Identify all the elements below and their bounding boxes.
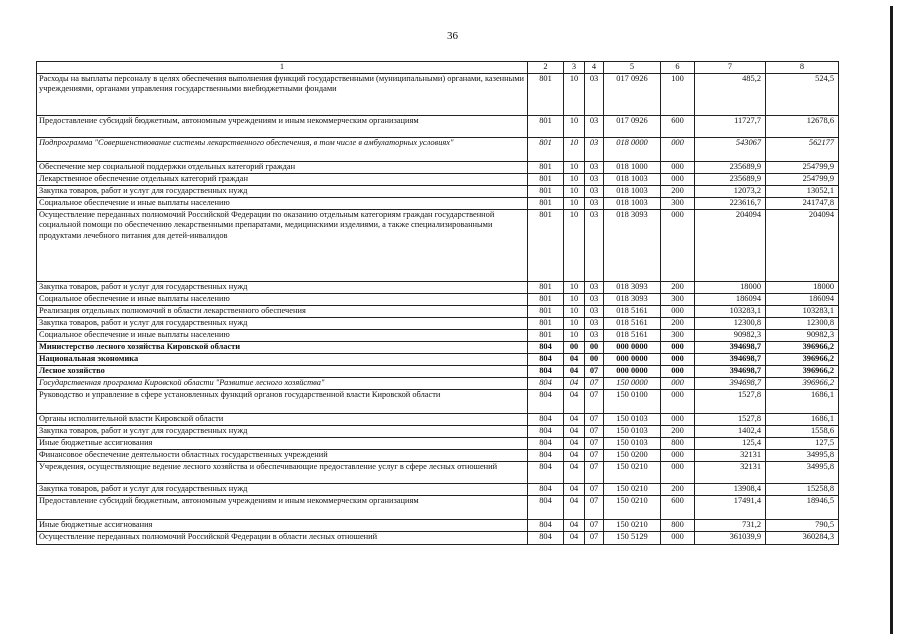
row-ministry-cell: 801 — [528, 115, 564, 137]
row-name-cell: Руководство и управление в сфере установленных функций органов государственной власти Кировской области — [37, 389, 528, 413]
row-value-a-cell: 485,2 — [695, 73, 766, 115]
row-target-cell: 018 0000 — [604, 137, 661, 161]
row-target-cell: 000 0000 — [604, 353, 661, 365]
row-value-a-cell: 90982,3 — [695, 329, 766, 341]
row-value-b-cell: 396966,2 — [766, 353, 839, 365]
row-value-a-cell: 13908,4 — [695, 483, 766, 495]
row-value-b-cell: 396966,2 — [766, 341, 839, 353]
row-subsection-cell: 07 — [585, 483, 604, 495]
row-value-a-cell: 186094 — [695, 293, 766, 305]
row-section-cell: 04 — [564, 461, 585, 483]
row-value-b-cell: 186094 — [766, 293, 839, 305]
table-row — [37, 413, 839, 425]
budget-table — [36, 61, 839, 545]
row-section-cell: 04 — [564, 425, 585, 437]
row-target-cell: 018 1000 — [604, 161, 661, 173]
row-section-cell: 04 — [564, 495, 585, 519]
row-ministry-cell: 801 — [528, 209, 564, 281]
row-value-a-cell: 394698,7 — [695, 377, 766, 389]
row-ministry-cell: 804 — [528, 449, 564, 461]
table-row — [37, 519, 839, 531]
row-target-cell: 018 5161 — [604, 329, 661, 341]
row-value-a-cell: 543067 — [695, 137, 766, 161]
row-section-cell: 04 — [564, 413, 585, 425]
row-expense-type-cell: 000 — [661, 461, 695, 483]
row-section-cell: 10 — [564, 161, 585, 173]
row-subsection-cell: 03 — [585, 209, 604, 281]
row-name-cell: Социальное обеспечение и иные выплаты населению — [37, 293, 528, 305]
table-row — [37, 281, 839, 293]
row-ministry-cell: 801 — [528, 197, 564, 209]
row-expense-type-cell: 000 — [661, 173, 695, 185]
row-target-cell: 150 0210 — [604, 483, 661, 495]
row-expense-type-cell: 000 — [661, 449, 695, 461]
row-ministry-cell: 801 — [528, 73, 564, 115]
row-expense-type-cell: 000 — [661, 365, 695, 377]
row-subsection-cell: 07 — [585, 531, 604, 544]
row-ministry-cell: 804 — [528, 483, 564, 495]
row-ministry-cell: 804 — [528, 425, 564, 437]
header-cell: 4 — [585, 62, 604, 74]
row-name-cell: Иные бюджетные ассигнования — [37, 437, 528, 449]
table-row — [37, 341, 839, 353]
row-expense-type-cell: 200 — [661, 281, 695, 293]
row-value-b-cell: 1686,1 — [766, 389, 839, 413]
table-row — [37, 137, 839, 161]
row-expense-type-cell: 200 — [661, 185, 695, 197]
row-name-cell: Закупка товаров, работ и услуг для государственных нужд — [37, 185, 528, 197]
table-row — [37, 115, 839, 137]
table-row — [37, 461, 839, 483]
row-section-cell: 10 — [564, 281, 585, 293]
row-ministry-cell: 804 — [528, 461, 564, 483]
row-subsection-cell: 03 — [585, 115, 604, 137]
row-expense-type-cell: 100 — [661, 73, 695, 115]
row-name-cell: Лесное хозяйство — [37, 365, 528, 377]
row-section-cell: 04 — [564, 437, 585, 449]
row-name-cell: Предоставление субсидий бюджетным, автономным учреждениям и иным некоммерческим организациям — [37, 115, 528, 137]
table-row — [37, 389, 839, 413]
row-ministry-cell: 801 — [528, 185, 564, 197]
row-expense-type-cell: 300 — [661, 197, 695, 209]
row-subsection-cell: 03 — [585, 281, 604, 293]
table-row — [37, 161, 839, 173]
table-row — [37, 353, 839, 365]
row-value-a-cell: 731,2 — [695, 519, 766, 531]
row-value-a-cell: 1527,8 — [695, 389, 766, 413]
row-name-cell: Закупка товаров, работ и услуг для государственных нужд — [37, 425, 528, 437]
row-name-cell: Реализация отдельных полномочий в области лекарственного обеспечения — [37, 305, 528, 317]
row-value-a-cell: 361039,9 — [695, 531, 766, 544]
row-target-cell: 150 0210 — [604, 461, 661, 483]
row-subsection-cell: 03 — [585, 137, 604, 161]
row-subsection-cell: 07 — [585, 425, 604, 437]
row-value-b-cell: 396966,2 — [766, 377, 839, 389]
header-row — [37, 62, 839, 74]
row-value-a-cell: 394698,7 — [695, 365, 766, 377]
row-ministry-cell: 801 — [528, 137, 564, 161]
row-name-cell: Финансовое обеспечение деятельности областных государственных учреждений — [37, 449, 528, 461]
row-ministry-cell: 804 — [528, 495, 564, 519]
table-row — [37, 365, 839, 377]
table-body — [37, 73, 839, 544]
row-value-a-cell: 103283,1 — [695, 305, 766, 317]
row-name-cell: Подпрограмма "Совершенствование системы лекарственного обеспечения, в том числе в амбулаторных условиях" — [37, 137, 528, 161]
row-section-cell: 10 — [564, 185, 585, 197]
row-value-a-cell: 235689,9 — [695, 161, 766, 173]
row-name-cell: Закупка товаров, работ и услуг для государственных нужд — [37, 317, 528, 329]
row-value-b-cell: 254799,9 — [766, 161, 839, 173]
row-name-cell: Закупка товаров, работ и услуг для государственных нужд — [37, 483, 528, 495]
row-value-a-cell: 1527,8 — [695, 413, 766, 425]
row-target-cell: 018 3093 — [604, 281, 661, 293]
row-value-a-cell: 125,4 — [695, 437, 766, 449]
row-value-b-cell: 34995,8 — [766, 449, 839, 461]
row-value-a-cell: 394698,7 — [695, 341, 766, 353]
row-target-cell: 150 0210 — [604, 519, 661, 531]
row-ministry-cell: 801 — [528, 329, 564, 341]
row-ministry-cell: 801 — [528, 173, 564, 185]
row-value-b-cell: 127,5 — [766, 437, 839, 449]
row-name-cell: Государственная программа Кировской области "Развитие лесного хозяйства" — [37, 377, 528, 389]
row-name-cell: Социальное обеспечение и иные выплаты населению — [37, 197, 528, 209]
row-expense-type-cell: 000 — [661, 353, 695, 365]
row-section-cell: 10 — [564, 329, 585, 341]
row-value-b-cell: 204094 — [766, 209, 839, 281]
row-target-cell: 018 1003 — [604, 185, 661, 197]
row-subsection-cell: 00 — [585, 353, 604, 365]
row-name-cell: Органы исполнительной власти Кировской области — [37, 413, 528, 425]
row-name-cell: Обеспечение мер социальной поддержки отдельных категорий граждан — [37, 161, 528, 173]
row-expense-type-cell: 200 — [661, 483, 695, 495]
row-expense-type-cell: 000 — [661, 389, 695, 413]
row-value-a-cell: 394698,7 — [695, 353, 766, 365]
table-row — [37, 483, 839, 495]
row-value-b-cell: 34995,8 — [766, 461, 839, 483]
row-target-cell: 018 1003 — [604, 197, 661, 209]
row-name-cell: Национальная экономика — [37, 353, 528, 365]
row-value-a-cell: 18000 — [695, 281, 766, 293]
row-subsection-cell: 03 — [585, 293, 604, 305]
table-row — [37, 209, 839, 281]
table-row — [37, 329, 839, 341]
row-section-cell: 04 — [564, 519, 585, 531]
row-value-b-cell: 562177 — [766, 137, 839, 161]
row-name-cell: Предоставление субсидий бюджетным, автономным учреждениям и иным некоммерческим организациям — [37, 495, 528, 519]
row-value-b-cell: 90982,3 — [766, 329, 839, 341]
row-subsection-cell: 07 — [585, 389, 604, 413]
row-subsection-cell: 03 — [585, 185, 604, 197]
row-value-b-cell: 15258,8 — [766, 483, 839, 495]
row-expense-type-cell: 000 — [661, 413, 695, 425]
table-row — [37, 173, 839, 185]
row-target-cell: 018 5161 — [604, 317, 661, 329]
row-value-b-cell: 1686,1 — [766, 413, 839, 425]
row-ministry-cell: 804 — [528, 531, 564, 544]
row-value-b-cell: 396966,2 — [766, 365, 839, 377]
row-subsection-cell: 07 — [585, 461, 604, 483]
row-expense-type-cell: 000 — [661, 341, 695, 353]
table-row — [37, 317, 839, 329]
row-target-cell: 150 0103 — [604, 437, 661, 449]
page-edge-bar — [890, 6, 893, 634]
row-section-cell: 10 — [564, 73, 585, 115]
row-subsection-cell: 07 — [585, 377, 604, 389]
row-ministry-cell: 804 — [528, 519, 564, 531]
row-name-cell: Министерство лесного хозяйства Кировской области — [37, 341, 528, 353]
row-value-b-cell: 12300,8 — [766, 317, 839, 329]
row-section-cell: 10 — [564, 173, 585, 185]
header-cell: 6 — [661, 62, 695, 74]
table-row — [37, 197, 839, 209]
row-target-cell: 150 0210 — [604, 495, 661, 519]
row-target-cell: 017 0926 — [604, 73, 661, 115]
row-name-cell: Расходы на выплаты персоналу в целях обеспечения выполнения функций государственными (муниципальными) органами, казенными учреждениями, органами управления государственными внебюджетными фондами — [37, 73, 528, 115]
row-target-cell: 018 5161 — [604, 305, 661, 317]
row-value-a-cell: 32131 — [695, 449, 766, 461]
row-expense-type-cell: 800 — [661, 437, 695, 449]
row-section-cell: 04 — [564, 389, 585, 413]
row-value-b-cell: 13052,1 — [766, 185, 839, 197]
row-name-cell: Социальное обеспечение и иные выплаты населению — [37, 329, 528, 341]
table-row — [37, 437, 839, 449]
row-subsection-cell: 07 — [585, 449, 604, 461]
row-target-cell: 018 3093 — [604, 209, 661, 281]
row-ministry-cell: 804 — [528, 389, 564, 413]
row-target-cell: 150 0103 — [604, 425, 661, 437]
table-row — [37, 449, 839, 461]
header-cell: 3 — [564, 62, 585, 74]
row-expense-type-cell: 200 — [661, 317, 695, 329]
row-value-b-cell: 12678,6 — [766, 115, 839, 137]
row-ministry-cell: 801 — [528, 305, 564, 317]
row-section-cell: 04 — [564, 365, 585, 377]
row-value-b-cell: 524,5 — [766, 73, 839, 115]
row-value-a-cell: 12300,8 — [695, 317, 766, 329]
table-row — [37, 293, 839, 305]
header-cell: 7 — [695, 62, 766, 74]
header-cell: 1 — [37, 62, 528, 74]
table-row — [37, 495, 839, 519]
table-row — [37, 73, 839, 115]
row-expense-type-cell: 000 — [661, 209, 695, 281]
row-name-cell: Учреждения, осуществляющие ведение лесного хозяйства и обеспечивающие предоставление услуг в сфере лесных отношений — [37, 461, 528, 483]
row-section-cell: 04 — [564, 353, 585, 365]
row-ministry-cell: 801 — [528, 281, 564, 293]
row-target-cell: 000 0000 — [604, 365, 661, 377]
row-expense-type-cell: 200 — [661, 425, 695, 437]
row-value-a-cell: 204094 — [695, 209, 766, 281]
row-expense-type-cell: 300 — [661, 329, 695, 341]
row-subsection-cell: 07 — [585, 495, 604, 519]
row-expense-type-cell: 600 — [661, 115, 695, 137]
table-row — [37, 377, 839, 389]
row-ministry-cell: 804 — [528, 437, 564, 449]
row-ministry-cell: 801 — [528, 293, 564, 305]
row-name-cell: Лекарственное обеспечение отдельных категорий граждан — [37, 173, 528, 185]
row-value-b-cell: 103283,1 — [766, 305, 839, 317]
row-value-a-cell: 17491,4 — [695, 495, 766, 519]
header-cell: 5 — [604, 62, 661, 74]
table-row — [37, 305, 839, 317]
row-subsection-cell: 03 — [585, 329, 604, 341]
row-ministry-cell: 804 — [528, 341, 564, 353]
row-section-cell: 10 — [564, 115, 585, 137]
row-value-a-cell: 12073,2 — [695, 185, 766, 197]
header-cell: 8 — [766, 62, 839, 74]
row-value-a-cell: 11727,7 — [695, 115, 766, 137]
row-value-b-cell: 241747,8 — [766, 197, 839, 209]
row-ministry-cell: 804 — [528, 413, 564, 425]
row-subsection-cell: 07 — [585, 437, 604, 449]
row-target-cell: 150 0100 — [604, 389, 661, 413]
row-subsection-cell: 03 — [585, 305, 604, 317]
row-subsection-cell: 03 — [585, 173, 604, 185]
row-target-cell: 018 3093 — [604, 293, 661, 305]
row-expense-type-cell: 000 — [661, 137, 695, 161]
row-expense-type-cell: 300 — [661, 293, 695, 305]
row-value-b-cell: 1558,6 — [766, 425, 839, 437]
row-value-a-cell: 235689,9 — [695, 173, 766, 185]
row-expense-type-cell: 600 — [661, 495, 695, 519]
row-subsection-cell: 03 — [585, 317, 604, 329]
row-subsection-cell: 03 — [585, 197, 604, 209]
row-subsection-cell: 03 — [585, 73, 604, 115]
row-value-b-cell: 360284,3 — [766, 531, 839, 544]
row-ministry-cell: 804 — [528, 365, 564, 377]
row-expense-type-cell: 000 — [661, 531, 695, 544]
row-target-cell: 018 1003 — [604, 173, 661, 185]
row-expense-type-cell: 800 — [661, 519, 695, 531]
row-value-b-cell: 254799,9 — [766, 173, 839, 185]
row-target-cell: 017 0926 — [604, 115, 661, 137]
row-section-cell: 10 — [564, 197, 585, 209]
row-expense-type-cell: 000 — [661, 377, 695, 389]
row-target-cell: 150 5129 — [604, 531, 661, 544]
table-row — [37, 425, 839, 437]
row-subsection-cell: 03 — [585, 161, 604, 173]
row-ministry-cell: 804 — [528, 353, 564, 365]
row-subsection-cell: 07 — [585, 365, 604, 377]
row-section-cell: 04 — [564, 483, 585, 495]
page-number: 36 — [447, 30, 458, 42]
row-value-b-cell: 18000 — [766, 281, 839, 293]
header-cell: 2 — [528, 62, 564, 74]
row-section-cell: 10 — [564, 317, 585, 329]
row-expense-type-cell: 000 — [661, 305, 695, 317]
row-expense-type-cell: 000 — [661, 161, 695, 173]
row-section-cell: 00 — [564, 341, 585, 353]
row-subsection-cell: 00 — [585, 341, 604, 353]
row-target-cell: 000 0000 — [604, 341, 661, 353]
row-target-cell: 150 0000 — [604, 377, 661, 389]
row-value-a-cell: 1402,4 — [695, 425, 766, 437]
row-target-cell: 150 0200 — [604, 449, 661, 461]
row-section-cell: 04 — [564, 531, 585, 544]
row-section-cell: 10 — [564, 209, 585, 281]
row-value-a-cell: 32131 — [695, 461, 766, 483]
row-section-cell: 04 — [564, 449, 585, 461]
row-name-cell: Осуществление переданных полномочий Российской Федерации в области лесных отношений — [37, 531, 528, 544]
row-ministry-cell: 801 — [528, 161, 564, 173]
row-value-a-cell: 223616,7 — [695, 197, 766, 209]
row-name-cell: Закупка товаров, работ и услуг для государственных нужд — [37, 281, 528, 293]
row-section-cell: 04 — [564, 377, 585, 389]
row-target-cell: 150 0103 — [604, 413, 661, 425]
row-value-b-cell: 790,5 — [766, 519, 839, 531]
row-section-cell: 10 — [564, 305, 585, 317]
table-row — [37, 185, 839, 197]
row-ministry-cell: 804 — [528, 377, 564, 389]
row-section-cell: 10 — [564, 137, 585, 161]
row-ministry-cell: 801 — [528, 317, 564, 329]
table-row — [37, 531, 839, 544]
row-subsection-cell: 07 — [585, 519, 604, 531]
row-name-cell: Осуществление переданных полномочий Российской Федерации по оказанию отдельным категориям граждан государственной социальной помощи по обеспечению лекарственными препаратами, медицинскими изделиями, а также специализированными продуктами лечебного питания для детей-инвалидов — [37, 209, 528, 281]
row-subsection-cell: 07 — [585, 413, 604, 425]
row-name-cell: Иные бюджетные ассигнования — [37, 519, 528, 531]
row-value-b-cell: 18946,5 — [766, 495, 839, 519]
row-section-cell: 10 — [564, 293, 585, 305]
